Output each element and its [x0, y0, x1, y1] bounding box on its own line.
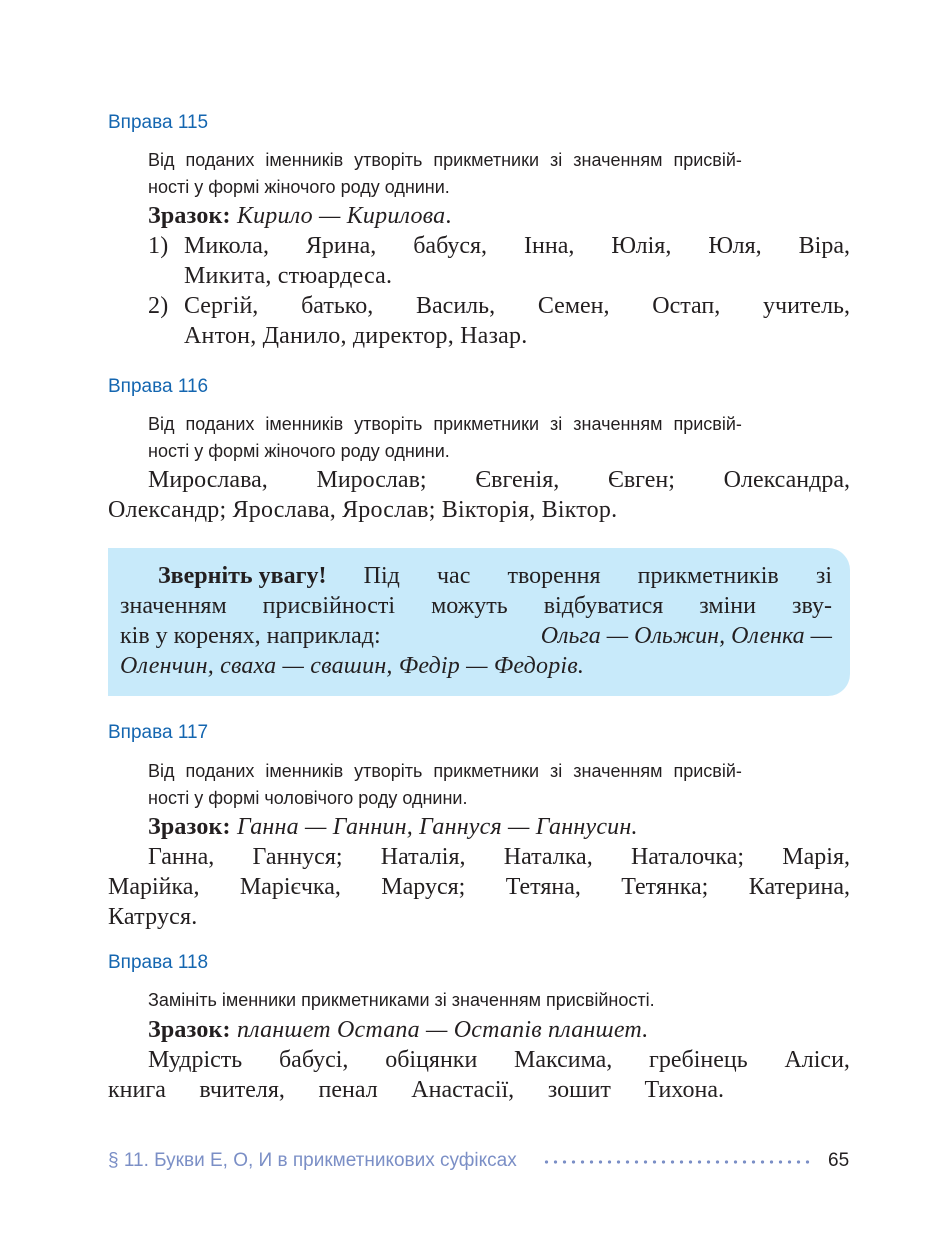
word: Юлія,: [611, 233, 672, 259]
exercise-118-sample: [148, 1017, 648, 1044]
instruction-line-2: ності у формі чоловічого роду однини.: [148, 788, 468, 808]
sample-label: Зразок:: [148, 1017, 231, 1043]
word: Семен,: [537, 293, 610, 319]
word: Наталочка;: [630, 844, 745, 870]
item-1-line-2: Микита, стюардеса.: [184, 263, 393, 289]
sample-text: Ганна — Ганнин, Ганнуся — Ганнусин.: [236, 814, 638, 840]
exercise-118-line-1: [148, 1047, 850, 1074]
instr-text: Від поданих іменників утворіть прикметники зі значенням присвій-: [148, 150, 742, 170]
word: пенал: [318, 1077, 378, 1103]
word: Катерина,: [748, 874, 850, 900]
word: Мирослава,: [148, 467, 268, 493]
item-1-number: 1): [148, 233, 169, 259]
note-line-3-italic: Ольга — Ольжин, Оленка —: [540, 623, 832, 649]
exercise-115-instruction: [148, 147, 850, 201]
footer-section-title: § 11. Букви Е, О, И в прикметникових суфіксах: [108, 1150, 517, 1171]
word: вчителя,: [199, 1077, 285, 1103]
sample-label: Зразок:: [148, 203, 231, 229]
word: зошит: [547, 1077, 611, 1103]
exercise-117-line-1: [148, 844, 850, 871]
word: Микола,: [184, 233, 269, 259]
word: прикметників: [637, 563, 779, 589]
word: Марія,: [782, 844, 850, 870]
word: гребінець: [649, 1047, 748, 1073]
exercise-118-title: Вправа 118: [108, 952, 209, 973]
footer-dot-leader: [542, 1158, 814, 1166]
exercise-116-instruction: [148, 411, 850, 465]
word: час: [436, 563, 471, 589]
note-line-3: [120, 623, 832, 650]
exercise-115-title: Вправа 115: [108, 112, 209, 133]
instruction-line-1: [148, 147, 850, 174]
item-2-number: 2): [148, 293, 169, 319]
exercise-117-title: Вправа 117: [108, 722, 209, 743]
word: Марієчка,: [239, 874, 341, 900]
word: Маруся;: [381, 874, 466, 900]
word: Тихона.: [644, 1077, 724, 1103]
word: Ганна,: [148, 844, 215, 870]
exercise-118-line-2: [108, 1077, 724, 1104]
word: Василь,: [416, 293, 496, 319]
instruction-line-2: ності у формі жіночого роду однини.: [148, 441, 450, 461]
word: творення: [507, 563, 601, 589]
exercise-118-instruction: Замініть іменники прикметниками зі значенням присвійності.: [148, 990, 655, 1010]
word: відбуватися: [543, 593, 664, 619]
word: Сергій,: [184, 293, 259, 319]
exercise-117-line-3: Катруся.: [108, 904, 198, 930]
word: Під: [363, 563, 400, 589]
word: Олександра,: [723, 467, 850, 493]
word: Остап,: [652, 293, 721, 319]
word: Ганнуся;: [252, 844, 343, 870]
word: Мудрість: [148, 1047, 243, 1073]
word: зміни: [699, 593, 756, 619]
note-line-2: [120, 593, 832, 620]
word: Наталія,: [380, 844, 466, 870]
word: бабуся,: [413, 233, 488, 259]
note-line-4-italic: Оленчин, сваха — свашин, Федір — Федорів.: [120, 653, 585, 679]
word: Аліси,: [784, 1047, 850, 1073]
item-2-line-1: [184, 293, 850, 320]
sample-text: планшет Остапа — Остапів планшет.: [236, 1017, 649, 1043]
item-2-line-2: Антон, Данило, директор, Назар.: [184, 323, 528, 349]
note-bold-label: Зверніть увагу!: [158, 563, 327, 589]
word: Євген;: [608, 467, 675, 493]
word: обіцянки: [385, 1047, 478, 1073]
exercise-117-instruction: [148, 758, 850, 812]
exercise-117-sample: [148, 814, 638, 841]
word: зі: [815, 563, 832, 589]
sample-text: Кирило — Кирилова: [236, 203, 446, 229]
word: батько,: [301, 293, 374, 319]
word: учитель,: [763, 293, 850, 319]
instruction-line-1: Від поданих іменників утворіть прикметники зі значенням присвій-: [148, 761, 742, 781]
word: Інна,: [524, 233, 575, 259]
exercise-115-sample: Зразок: Кирило — Кирилова.: [148, 203, 452, 229]
word: Тетянка;: [621, 874, 709, 900]
word: Наталка,: [503, 844, 593, 870]
exercise-116-title: Вправа 116: [108, 376, 209, 397]
word: Тетяна,: [505, 874, 581, 900]
word: можуть: [431, 593, 508, 619]
word: Ярина,: [305, 233, 377, 259]
word: Марійка,: [108, 874, 200, 900]
note-line-1: [158, 563, 832, 590]
word: зву-: [791, 593, 832, 619]
word: Юля,: [708, 233, 762, 259]
word: Мирослав;: [316, 467, 427, 493]
note-line-4: [120, 653, 584, 680]
instruction-line-1: Від поданих іменників утворіть прикметники зі значенням присвій-: [148, 414, 742, 434]
note-line-3-plain: ків у коренях, наприклад:: [120, 623, 381, 649]
word: бабусі,: [278, 1047, 349, 1073]
word: Анастасії,: [411, 1077, 515, 1103]
exercise-116-line-2: Олександр; Ярослава, Ярослав; Вікторія, Віктор.: [108, 497, 618, 523]
instruction-line-2: ності у формі жіночого роду однини.: [148, 177, 450, 197]
item-1-line-1: [184, 233, 850, 260]
exercise-116-line-1: [148, 467, 850, 494]
word: Євгенія,: [475, 467, 560, 493]
word: Віра,: [798, 233, 850, 259]
page-number: 65: [828, 1150, 850, 1171]
word: Максима,: [514, 1047, 613, 1073]
word: присвійності: [262, 593, 396, 619]
sample-label: Зразок:: [148, 814, 231, 840]
word: значенням: [120, 593, 227, 619]
word: книга: [108, 1077, 166, 1103]
exercise-117-line-2: [108, 874, 850, 901]
